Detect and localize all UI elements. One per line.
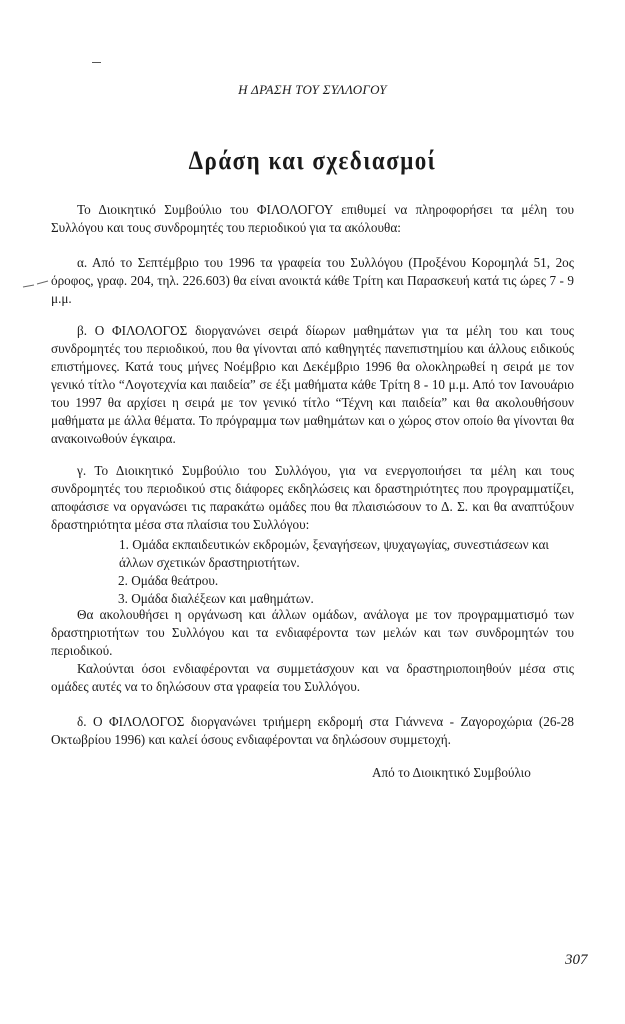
item-d-paragraph: δ. Ο ΦΙΛΟΛΟΓΟΣ διοργανώνει τριήμερη εκδρομή στα Γιάννενα - Ζαγοροχώρια (26-28 Οκτωβρίου 1996) και καλεί όσους ενδιαφέρονται να δηλώσουν συμμετοχή. (51, 714, 574, 747)
item-b-paragraph: β. Ο ΦΙΛΟΛΟΓΟΣ διοργανώνει σειρά δίωρων μαθημάτων για τα μέλη του και τους συνδρομητές του περιοδικού, που θα γίνονται από καθηγητές πανεπιστημίου και άλλους ειδικούς επιστήμονες. Κατά τους μήνες Νοέμβριο και Δεκέμβριο 1996 θα ολοκληρωθεί η σειρά με τον γενικό τίτλο “Λογοτεχνία και παιδεία” σε έξι μαθήματα κάθε Τρίτη 8 - 10 μ.μ. Από τον Ιανουάριο του 1997 θα αρχίσει η σειρά με τον γενικό τίτλο “Τέχνη και παιδεία” και θα ακολουθήσουν μαθήματα με άλλα θέματα. Το πρόγραμμα των μαθημάτων και ο χώρος στον οποίο θα γίνονται θα ανακοινωθούν έγκαιρα. (51, 323, 574, 446)
intro-paragraph: Το Διοικητικό Συμβούλιο του ΦΙΛΟΛΟΓΟΥ επιθυμεί να πληροφορήσει τα μέλη του Συλλόγου και τους συνδρομητές του περιοδικού για τα ακόλουθα: (51, 202, 574, 235)
group-item-2: 2. Ομάδα θεάτρου. (118, 573, 219, 588)
item-a-paragraph: α. Από το Σεπτέμβριο του 1996 τα γραφεία του Συλλόγου (Προξένου Κορομηλά 51, 2ος όροφος, γραφ. 204, τηλ. 226.603) θα είναι ανοικτά κάθε Τρίτη και Παρασκευή κατά τις ώρες 7 - 9 μ.μ. (51, 255, 574, 306)
stray-mark (92, 62, 101, 63)
group-item-1 (118, 536, 570, 572)
margin-pencil-mark (22, 280, 50, 290)
group-item-1-text: 1. Ομάδα εκπαιδευτικών εκδρομών, ξεναγήσεων, ψυχαγωγίας, συνεστιάσεων και άλλων σχετικών δραστηριοτήτων. (119, 537, 549, 570)
item-c-paragraph: γ. Το Διοικητικό Συμβούλιο του Συλλόγου, για να ενεργοποιήσει τα μέλη και τους συνδρομητές του περιοδικού στις διάφορες εκδηλώσεις και δραστηριότητες που προγραμματίζει, αποφάσισε να οργανώσει τις παρακάτω ομάδες που θα πλαισιώσουν το Δ. Σ. και θα αναπτύξουν δραστηριότητα μέσα στα πλαίσια του Συλλόγου: (51, 463, 574, 532)
item-c-follow-up: Θα ακολουθήσει η οργάνωση και άλλων ομάδων, ανάλογα με τον προγραμματισμό των δραστηριοτήτων του Συλλόγου και τα ενδιαφέροντα των μελών και των συνδρομητών του περιοδικού. (51, 607, 574, 658)
page-title: Δράση και σχεδιασμοί (188, 146, 437, 175)
signature: Από το Διοικητικό Συμβούλιο (372, 765, 531, 780)
item-c-invitation: Καλούνται όσοι ενδιαφέρονται να συμμετάσχουν και να δραστηριοποιηθούν μέσα στις ομάδες αυτές να το δηλώσουν στα γραφεία του Συλλόγου. (51, 661, 574, 694)
group-item-3: 3. Ομάδα διαλέξεων και μαθημάτων. (118, 591, 314, 606)
page-number: 307 (565, 952, 588, 968)
section-label: Η ΔΡΑΣΗ ΤΟΥ ΣΥΛΛΟΓΟΥ (238, 82, 387, 97)
